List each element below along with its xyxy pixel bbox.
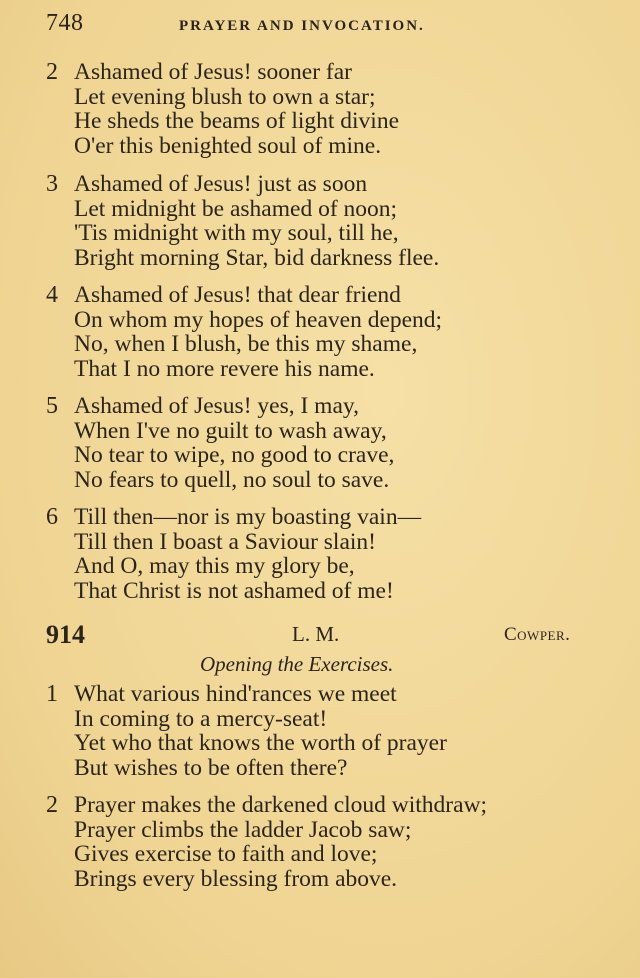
stanza-line: When I've no guilt to wash away, [74,417,387,444]
stanza-number: 4 [46,282,58,308]
page-header [46,10,606,40]
stanza-line: He sheds the beams of light divine [74,108,400,135]
stanza-line: Till then I boast a Saviour slain! [74,528,377,555]
stanza-number: 2 [46,792,58,818]
running-head: PRAYER AND INVOCATION. [179,18,425,34]
stanza-line: 'Tis midnight with my soul, till he, [74,220,399,247]
stanza-line: Ashamed of Jesus! just as soon [74,171,368,197]
hymn-number: 914 [46,620,85,649]
stanza-line: Let midnight be ashamed of noon; [74,195,398,222]
stanza-number: 6 [46,504,58,530]
stanza-line: Prayer climbs the ladder Jacob saw; [74,816,412,843]
hymn-subtitle: Opening the Exercises. [200,652,394,676]
stanza-number: 5 [46,393,58,419]
stanza-line: Let evening blush to own a star; [74,83,376,110]
stanza-line: On whom my hopes of heaven depend; [74,306,443,333]
stanza-number: 2 [46,59,58,85]
stanza-line: Till then—nor is my boasting vain— [74,504,422,530]
stanza-line: Gives exercise to faith and love; [74,841,378,868]
stanza-line: Prayer makes the darkened cloud withdraw; [74,792,488,818]
stanza-line: That Christ is not ashamed of me! [74,578,394,605]
stanza-line: That I no more revere his name. [74,356,375,383]
stanza-914-1 [46,682,606,781]
stanza-line: No, when I blush, be this my shame, [74,331,418,358]
hymn-meter: L. M. [292,622,340,646]
stanza-913-6 [46,505,606,604]
stanza-line: In coming to a mercy-seat! [74,705,328,732]
page-number: 748 [46,10,84,36]
stanza-line: Ashamed of Jesus! yes, I may, [74,393,359,419]
stanza-line: Yet who that knows the worth of prayer [74,730,447,757]
stanza-line: O'er this benighted soul of mine. [74,133,382,160]
stanza-914-2 [46,793,606,892]
stanza-line: No fears to quell, no soul to save. [74,467,390,494]
stanza-line: What various hind'rances we meet [74,681,397,707]
stanza-line: No tear to wipe, no good to crave, [74,442,395,469]
stanza-line: Brings every blessing from above. [74,866,398,893]
stanza-number: 1 [46,681,58,707]
stanza-913-4 [46,283,606,382]
stanza-913-3 [46,172,606,271]
hymn-author: Cowper. [504,624,571,645]
stanza-line: Bright morning Star, bid darkness flee. [74,245,440,272]
stanza-913-2 [46,60,606,159]
stanza-line: Ashamed of Jesus! that dear friend [74,282,401,308]
stanza-number: 3 [46,171,58,197]
stanza-line: Ashamed of Jesus! sooner far [74,59,353,85]
hymn-header [46,620,606,650]
stanza-line: And O, may this my glory be, [74,553,355,580]
stanza-913-5 [46,394,606,493]
stanza-line: But wishes to be often there? [74,755,348,782]
